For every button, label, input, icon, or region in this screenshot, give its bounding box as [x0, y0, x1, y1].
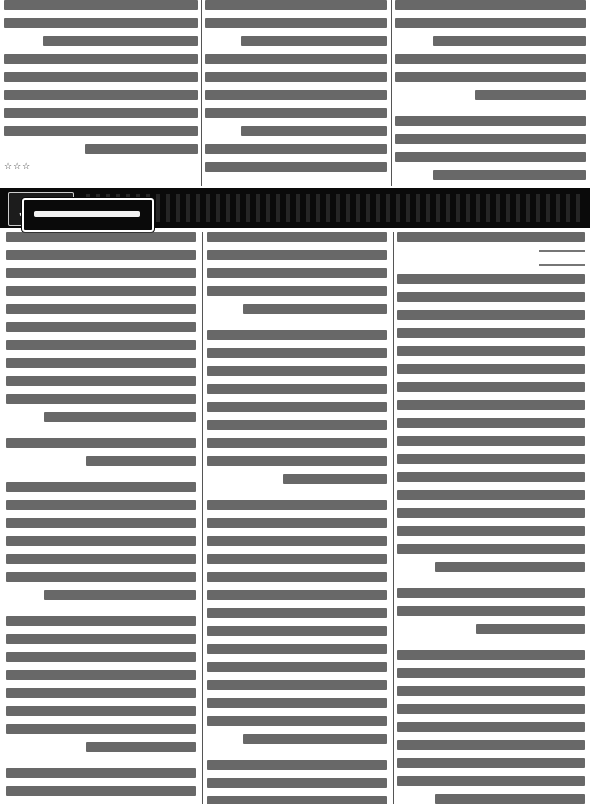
author-byline	[22, 198, 154, 232]
top-column-left	[4, 0, 198, 200]
article-end-mark: ☆☆☆	[4, 162, 32, 172]
top-column-divider	[201, 0, 202, 186]
body-column-divider	[393, 232, 394, 804]
author-name	[34, 211, 140, 217]
previous-article-continuation	[0, 0, 590, 202]
body-column-middle	[207, 232, 387, 804]
body-column-left	[6, 232, 196, 804]
top-column-divider	[391, 0, 392, 186]
body-column-divider	[202, 232, 203, 804]
body-column-right	[397, 232, 585, 804]
top-column-right	[395, 0, 586, 200]
top-column-middle	[205, 0, 387, 200]
article-headline	[80, 194, 580, 222]
